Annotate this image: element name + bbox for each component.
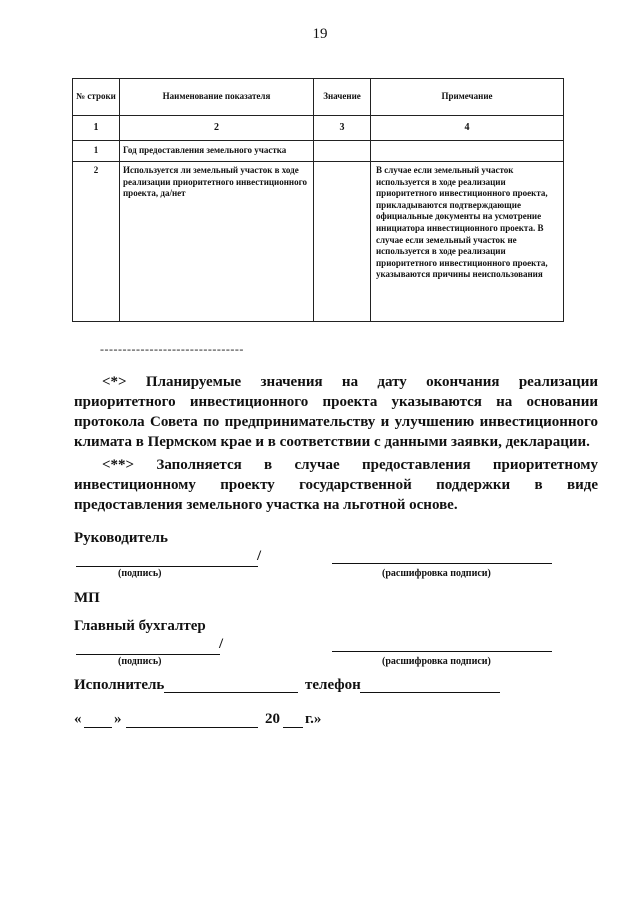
- accountant-decode-caption: (расшифровка подписи): [382, 656, 491, 667]
- index-cell: 3: [314, 116, 371, 141]
- header-value: Значение: [314, 79, 371, 116]
- row-number: 1: [73, 141, 120, 162]
- head-decode-line: [332, 563, 552, 564]
- accountant-signature-line: [76, 654, 220, 655]
- date-open-quote: «: [74, 711, 82, 727]
- index-cell: 1: [73, 116, 120, 141]
- date-month-line: [126, 727, 258, 728]
- date-year-suffix: г.»: [305, 711, 322, 727]
- index-cell: 2: [120, 116, 314, 141]
- header-note: Примечание: [371, 79, 564, 116]
- page-number: 19: [312, 26, 328, 42]
- accountant-slash: /: [219, 636, 224, 652]
- indicator-value: [314, 162, 371, 322]
- index-cell: 4: [371, 116, 564, 141]
- phone-label: телефон: [305, 677, 361, 693]
- accountant-label: Главный бухгалтер: [74, 618, 206, 634]
- table-index-row: [73, 116, 564, 141]
- date-day-line: [84, 727, 112, 728]
- date-close-quote: »: [114, 711, 122, 727]
- head-signature-line: [76, 566, 258, 567]
- indicator-name: Используется ли земельный участок в ходе реализации приоритетного инвестиционного проекта, да/нет: [120, 162, 314, 322]
- indicator-name: Год предоставления земельного участка: [120, 141, 314, 162]
- footnote-separator: --------------------------------: [100, 342, 244, 356]
- executor-line: [164, 692, 298, 693]
- head-slash: /: [257, 548, 262, 564]
- indicator-table: [72, 78, 564, 322]
- accountant-decode-line: [332, 651, 552, 652]
- head-sign-caption: (подпись): [118, 568, 162, 579]
- indicator-value: [314, 141, 371, 162]
- table-row: [73, 141, 564, 162]
- head-label: Руководитель: [74, 530, 168, 546]
- row-number: 2: [73, 162, 120, 322]
- header-row-number: № строки: [73, 79, 120, 116]
- footnote-2: <**> Заполняется в случае предоставления приоритетному инвестиционному проекту государственной поддержки в виде предоставления земельного участка на льготной основе.: [74, 457, 598, 513]
- header-indicator-name: Наименование показателя: [120, 79, 314, 116]
- table-header-row: [73, 79, 564, 116]
- head-decode-caption: (расшифровка подписи): [382, 568, 491, 579]
- date-year-prefix: 20: [265, 711, 280, 727]
- indicator-note: [371, 141, 564, 162]
- accountant-sign-caption: (подпись): [118, 656, 162, 667]
- table-row: [73, 162, 564, 322]
- phone-line: [360, 692, 500, 693]
- executor-label: Исполнитель: [74, 677, 165, 693]
- date-year-line: [283, 727, 303, 728]
- indicator-note: В случае если земельный участок используется в ходе реализации приоритетного инвестиционного проекта, прикладываются подтверждающие официальные документы на усмотрение инициатора инвестиционного проекта. В случае если земельный участок не используется в ходе реализации приоритетного инвестиционного проекта, указываются причины неиспользования: [371, 162, 564, 322]
- stamp-label: МП: [74, 590, 100, 606]
- footnote-1: <*> Планируемые значения на дату окончания реализации приоритетного инвестиционного проекта указываются на основании протокола Совета по предпринимательству и улучшению инвестиционного климата в Пермском крае и в соответствии с данными заявки, декларации.: [74, 374, 598, 450]
